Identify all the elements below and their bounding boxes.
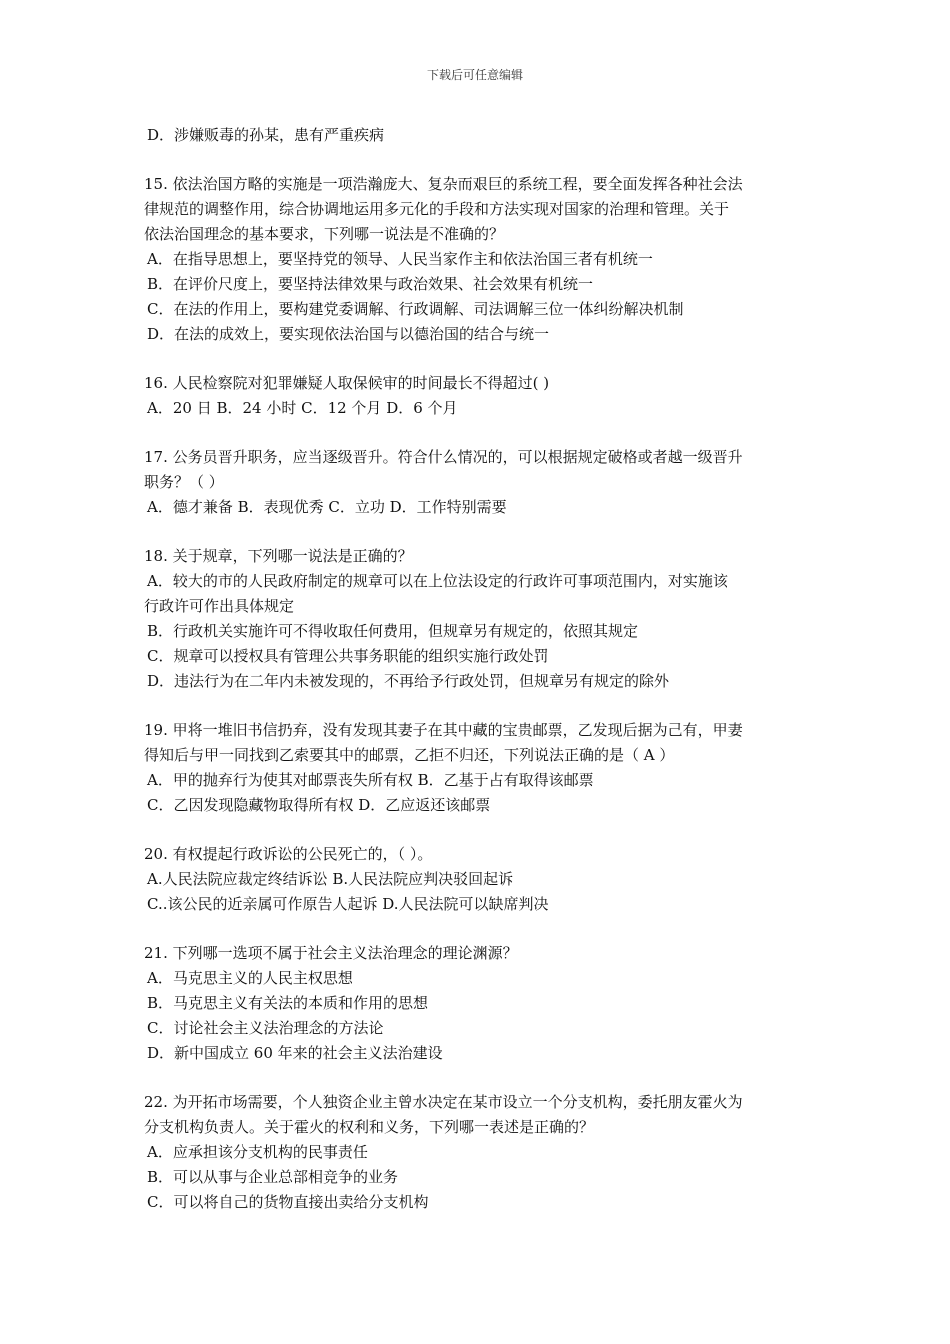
question-block-q22	[144, 1090, 810, 1215]
answer-option-line: C．讨论社会主义法治理念的方法论	[147, 1019, 384, 1037]
answer-option-line: A．甲的抛弃行为使其对邮票丧失所有权 B．乙基于占有取得该邮票	[147, 771, 594, 789]
question-text-line: 职务？（ ）	[144, 473, 224, 491]
answer-option-line: D．违法行为在二年内未被发现的，不再给予行政处罚，但规章另有规定的除外	[147, 672, 670, 690]
question-text-line: 17. 公务员晋升职务，应当逐级晋升。符合什么情况的，可以根据规定破格或者越一级晋升	[144, 448, 743, 466]
question-block-q18	[144, 544, 810, 694]
question-text-line: 16. 人民检察院对犯罪嫌疑人取保候审的时间最长不得超过( )	[144, 374, 550, 392]
answer-option-line: A．较大的市的人民政府制定的规章可以在上位法设定的行政许可事项范围内，对实施该	[147, 572, 728, 590]
answer-option-line: D．新中国成立 60 年来的社会主义法治建设	[147, 1044, 443, 1062]
answer-option-line: A．德才兼备 B．表现优秀 C．立功 D．工作特别需要	[147, 498, 507, 516]
answer-option-line: C..该公民的近亲属可作原告人起诉 D.人民法院可以缺席判决	[147, 895, 549, 913]
answer-option-line: D．涉嫌贩毒的孙某，患有严重疾病	[147, 126, 385, 144]
question-block-q14-tail	[144, 123, 810, 148]
page-header: 下载后可任意编辑	[426, 68, 523, 82]
paragraph-gap	[144, 520, 810, 544]
question-text-line: 22. 为开拓市场需要，个人独资企业主曾水决定在某市设立一个分支机构，委托朋友霍火为	[144, 1093, 743, 1111]
question-text-line: 依法治国理念的基本要求，下列哪一说法是不准确的？	[144, 225, 505, 243]
question-block-q20	[144, 842, 810, 917]
paragraph-gap	[144, 347, 810, 371]
answer-option-line: B．可以从事与企业总部相竞争的业务	[147, 1168, 399, 1186]
paragraph-gap	[144, 1066, 810, 1090]
question-block-q15	[144, 172, 810, 347]
paragraph-gap	[144, 421, 810, 445]
question-block-q19	[144, 718, 810, 818]
paragraph-gap	[144, 917, 810, 941]
document-body	[144, 123, 810, 1215]
question-text-line: 分支机构负责人。关于霍火的权利和义务，下列哪一表述是正确的？	[144, 1118, 595, 1136]
question-text-line: 21. 下列哪一选项不属于社会主义法治理念的理论渊源？	[144, 944, 518, 962]
answer-option-line: A．马克思主义的人民主权思想	[147, 969, 353, 987]
question-text-line: 20. 有权提起行政诉讼的公民死亡的，（ ）。	[144, 845, 433, 863]
question-text-line: 得知后与甲一同找到乙索要其中的邮票，乙拒不归还，下列说法正确的是（ A ）	[144, 746, 675, 764]
question-text-line: 18. 关于规章，下列哪一说法是正确的？	[144, 547, 413, 565]
question-block-q21	[144, 941, 810, 1066]
answer-option-line: C．可以将自己的货物直接出卖给分支机构	[147, 1193, 429, 1211]
answer-option-line: D．在法的成效上，要实现依法治国与以德治国的结合与统一	[147, 325, 550, 343]
answer-option-line: B．行政机关实施许可不得收取任何费用，但规章另有规定的，依照其规定	[147, 622, 639, 640]
answer-option-line: A.人民法院应裁定终结诉讼 B.人民法院应判决驳回起诉	[147, 870, 514, 888]
answer-option-line: A．在指导思想上，要坚持党的领导、人民当家作主和依法治国三者有机统一	[147, 250, 653, 268]
paragraph-gap	[144, 694, 810, 718]
answer-option-line: B．马克思主义有关法的本质和作用的思想	[147, 994, 429, 1012]
paragraph-gap	[144, 818, 810, 842]
question-text-line: 行政许可作出具体规定	[144, 597, 295, 615]
answer-option-line: A．20 日 B．24 小时 C．12 个月 D．6 个月	[147, 399, 458, 417]
question-text-line: 律规范的调整作用，综合协调地运用多元化的手段和方法实现对国家的治理和管理。关于	[144, 200, 730, 218]
question-text-line: 15. 依法治国方略的实施是一项浩瀚庞大、复杂而艰巨的系统工程，要全面发挥各种社会法	[144, 175, 743, 193]
paragraph-gap	[144, 148, 810, 172]
answer-option-line: C．乙因发现隐藏物取得所有权 D．乙应返还该邮票	[147, 796, 491, 814]
answer-option-line: A．应承担该分支机构的民事责任	[147, 1143, 368, 1161]
answer-option-line: C．在法的作用上，要构建党委调解、行政调解、司法调解三位一体纠纷解决机制	[147, 300, 684, 318]
answer-option-line: B．在评价尺度上，要坚持法律效果与政治效果、社会效果有机统一	[147, 275, 594, 293]
answer-option-line: C．规章可以授权具有管理公共事务职能的组织实施行政处罚	[147, 647, 549, 665]
question-text-line: 19. 甲将一堆旧书信扔弃，没有发现其妻子在其中藏的宝贵邮票，乙发现后据为己有，甲妻	[144, 721, 743, 739]
question-block-q16	[144, 371, 810, 421]
question-block-q17	[144, 445, 810, 520]
